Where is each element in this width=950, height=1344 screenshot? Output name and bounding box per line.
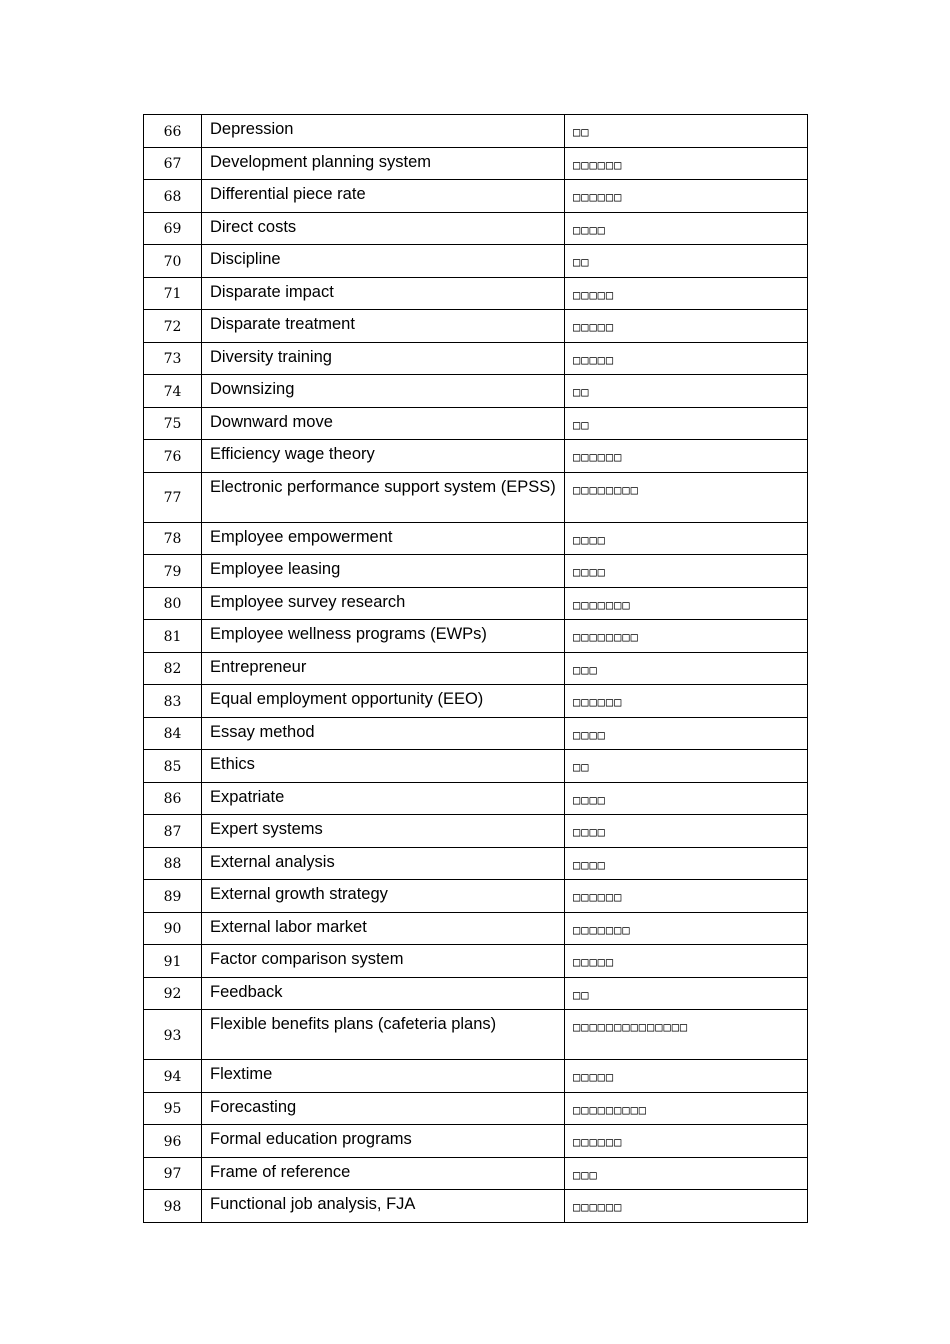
row-number: 68: [144, 180, 202, 213]
row-number: 71: [144, 277, 202, 310]
row-number: 92: [144, 977, 202, 1010]
table-row: [144, 815, 808, 848]
translation-cell: □□□□□□: [565, 180, 808, 213]
row-number: 98: [144, 1190, 202, 1223]
term-cell: Employee survey research: [202, 587, 565, 620]
table-row: [144, 1060, 808, 1093]
translation-cell: □□□□□□□: [565, 912, 808, 945]
table-row: [144, 407, 808, 440]
table-row: [144, 277, 808, 310]
term-cell: Flextime: [202, 1060, 565, 1093]
table-row: [144, 555, 808, 588]
translation-cell: □□: [565, 750, 808, 783]
table-row: [144, 212, 808, 245]
row-number: 91: [144, 945, 202, 978]
row-number: 89: [144, 880, 202, 913]
table-row: [144, 115, 808, 148]
term-cell: Depression: [202, 115, 565, 148]
term-cell: Functional job analysis, FJA: [202, 1190, 565, 1223]
row-number: 79: [144, 555, 202, 588]
term-cell: Diversity training: [202, 342, 565, 375]
table-row: [144, 1092, 808, 1125]
translation-cell: □□□□□: [565, 342, 808, 375]
term-cell: Development planning system: [202, 147, 565, 180]
translation-cell: □□□□: [565, 847, 808, 880]
table-row: [144, 1157, 808, 1190]
term-cell: Efficiency wage theory: [202, 440, 565, 473]
translation-cell: □□□□□: [565, 277, 808, 310]
translation-cell: □□□□□□: [565, 880, 808, 913]
translation-cell: □□□□□□□□□□□□□□: [565, 1010, 808, 1060]
term-cell: External analysis: [202, 847, 565, 880]
term-cell: Factor comparison system: [202, 945, 565, 978]
translation-cell: □□□□□□□□: [565, 472, 808, 522]
row-number: 75: [144, 407, 202, 440]
term-cell: Employee wellness programs (EWPs): [202, 620, 565, 653]
translation-cell: □□□□□□□□: [565, 620, 808, 653]
glossary-table: [143, 114, 808, 1223]
translation-cell: □□□□□□: [565, 440, 808, 473]
term-cell: Discipline: [202, 245, 565, 278]
term-cell: Equal employment opportunity (EEO): [202, 685, 565, 718]
term-cell: Downward move: [202, 407, 565, 440]
term-cell: Flexible benefits plans (cafeteria plans): [202, 1010, 565, 1060]
table-row: [144, 847, 808, 880]
row-number: 94: [144, 1060, 202, 1093]
row-number: 73: [144, 342, 202, 375]
row-number: 70: [144, 245, 202, 278]
term-cell: Electronic performance support system (EPSS): [202, 472, 565, 522]
translation-cell: □□□□: [565, 782, 808, 815]
term-cell: Feedback: [202, 977, 565, 1010]
row-number: 96: [144, 1125, 202, 1158]
term-cell: Entrepreneur: [202, 652, 565, 685]
table-row: [144, 310, 808, 343]
row-number: 74: [144, 375, 202, 408]
row-number: 78: [144, 522, 202, 555]
table-row: [144, 912, 808, 945]
translation-cell: □□□□□□: [565, 1125, 808, 1158]
term-cell: Direct costs: [202, 212, 565, 245]
term-cell: Differential piece rate: [202, 180, 565, 213]
translation-cell: □□□□: [565, 815, 808, 848]
translation-cell: □□□: [565, 1157, 808, 1190]
term-cell: Ethics: [202, 750, 565, 783]
table-row: [144, 147, 808, 180]
translation-cell: □□□: [565, 652, 808, 685]
table-row: [144, 342, 808, 375]
translation-cell: □□: [565, 245, 808, 278]
translation-cell: □□□□: [565, 717, 808, 750]
row-number: 85: [144, 750, 202, 783]
term-cell: Expatriate: [202, 782, 565, 815]
table-row: [144, 620, 808, 653]
table-row: [144, 472, 808, 522]
row-number: 77: [144, 472, 202, 522]
row-number: 67: [144, 147, 202, 180]
table-row: [144, 782, 808, 815]
table-row: [144, 945, 808, 978]
table-row: [144, 717, 808, 750]
term-cell: Expert systems: [202, 815, 565, 848]
row-number: 95: [144, 1092, 202, 1125]
translation-cell: □□□□□□: [565, 1190, 808, 1223]
translation-cell: □□□□□: [565, 1060, 808, 1093]
table-row: [144, 685, 808, 718]
translation-cell: □□: [565, 115, 808, 148]
row-number: 97: [144, 1157, 202, 1190]
translation-cell: □□□□: [565, 555, 808, 588]
table-row: [144, 977, 808, 1010]
term-cell: Disparate impact: [202, 277, 565, 310]
term-cell: Employee empowerment: [202, 522, 565, 555]
table-row: [144, 245, 808, 278]
table-row: [144, 522, 808, 555]
table-row: [144, 440, 808, 473]
table-row: [144, 1190, 808, 1223]
term-cell: Essay method: [202, 717, 565, 750]
row-number: 93: [144, 1010, 202, 1060]
table-row: [144, 1010, 808, 1060]
row-number: 82: [144, 652, 202, 685]
table-row: [144, 880, 808, 913]
term-cell: Downsizing: [202, 375, 565, 408]
term-cell: External growth strategy: [202, 880, 565, 913]
term-cell: Employee leasing: [202, 555, 565, 588]
table-row: [144, 587, 808, 620]
translation-cell: □□□□□: [565, 310, 808, 343]
row-number: 66: [144, 115, 202, 148]
glossary-body: [144, 115, 808, 1223]
translation-cell: □□: [565, 375, 808, 408]
translation-cell: □□□□□: [565, 945, 808, 978]
row-number: 86: [144, 782, 202, 815]
term-cell: External labor market: [202, 912, 565, 945]
translation-cell: □□: [565, 977, 808, 1010]
table-row: [144, 180, 808, 213]
translation-cell: □□: [565, 407, 808, 440]
translation-cell: □□□□: [565, 522, 808, 555]
row-number: 76: [144, 440, 202, 473]
row-number: 72: [144, 310, 202, 343]
row-number: 88: [144, 847, 202, 880]
translation-cell: □□□□: [565, 212, 808, 245]
table-row: [144, 1125, 808, 1158]
term-cell: Forecasting: [202, 1092, 565, 1125]
term-cell: Disparate treatment: [202, 310, 565, 343]
row-number: 90: [144, 912, 202, 945]
translation-cell: □□□□□□: [565, 147, 808, 180]
row-number: 87: [144, 815, 202, 848]
row-number: 69: [144, 212, 202, 245]
table-row: [144, 652, 808, 685]
row-number: 83: [144, 685, 202, 718]
translation-cell: □□□□□□□: [565, 587, 808, 620]
translation-cell: □□□□□□: [565, 685, 808, 718]
translation-cell: □□□□□□□□□: [565, 1092, 808, 1125]
row-number: 81: [144, 620, 202, 653]
term-cell: Frame of reference: [202, 1157, 565, 1190]
table-row: [144, 750, 808, 783]
row-number: 84: [144, 717, 202, 750]
table-row: [144, 375, 808, 408]
row-number: 80: [144, 587, 202, 620]
term-cell: Formal education programs: [202, 1125, 565, 1158]
